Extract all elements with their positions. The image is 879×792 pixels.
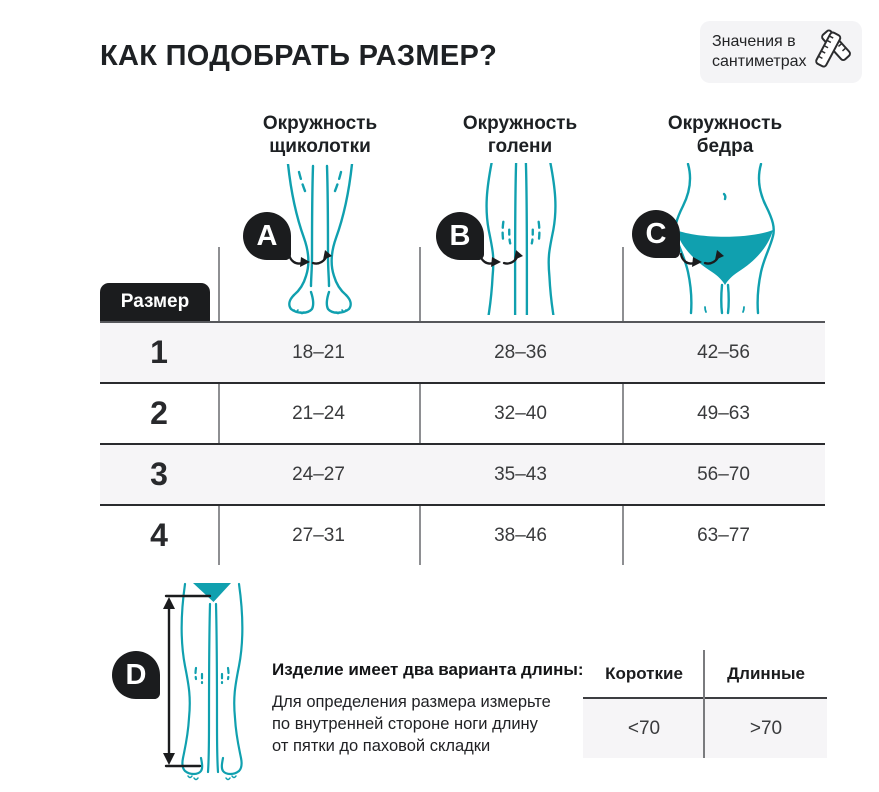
header-calf-circumference: Окружность голени — [462, 113, 578, 157]
hip-range: 49–63 — [697, 402, 750, 424]
table-row — [100, 321, 825, 382]
ruler-icon — [808, 22, 854, 83]
size-table — [100, 321, 825, 565]
calf-range: 35–43 — [494, 463, 547, 485]
calf-range: 28–36 — [494, 341, 547, 363]
page-title: КАК ПОДОБРАТЬ РАЗМЕР? — [100, 40, 498, 72]
length-table-header — [583, 650, 827, 697]
short-label: Короткие — [605, 663, 683, 683]
measure-arrow-a-icon — [286, 247, 332, 274]
ankle-range: 21–24 — [292, 402, 345, 424]
units-badge-line2: сантиметрах — [712, 53, 807, 70]
marker-a: A — [243, 212, 291, 260]
long-value: >70 — [749, 717, 783, 739]
header-hip-circumference: Окружность бедра — [667, 113, 783, 157]
length-table — [583, 650, 827, 758]
long-label: Длинные — [727, 663, 805, 683]
size-value: 2 — [150, 395, 168, 431]
calves-illustration — [475, 163, 567, 320]
marker-b: B — [436, 212, 484, 260]
length-description-line: Для определения размера измерьте — [272, 693, 551, 711]
units-badge-line1: Значения в — [712, 33, 796, 50]
marker-c: C — [632, 210, 680, 258]
calf-range: 32–40 — [494, 402, 547, 424]
short-value: <70 — [627, 717, 661, 739]
marker-d: D — [112, 651, 160, 699]
table-row — [100, 443, 825, 504]
size-value: 3 — [150, 456, 168, 492]
hip-range: 63–77 — [697, 524, 750, 546]
size-value: 1 — [150, 334, 168, 370]
length-table-values — [583, 699, 827, 758]
units-badge — [700, 21, 862, 83]
length-heading: Изделие имеет два варианта длины: — [272, 660, 584, 679]
table-row — [100, 382, 825, 443]
length-arrow-icon — [158, 592, 214, 779]
calf-range: 38–46 — [494, 524, 547, 546]
header-ankle-circumference: Окружность щиколотки — [262, 113, 378, 157]
hip-range: 42–56 — [697, 341, 750, 363]
units-badge-text — [712, 32, 807, 72]
length-description-line: по внутренней стороне ноги длину — [272, 715, 538, 733]
length-description-line: от пятки до паховой складки — [272, 737, 491, 755]
ankle-range: 27–31 — [292, 524, 345, 546]
hip-range: 56–70 — [697, 463, 750, 485]
ankle-range: 18–21 — [292, 341, 345, 363]
length-table-vline — [703, 650, 705, 758]
measure-arrow-b-icon — [477, 247, 523, 274]
size-column-header: Размер — [100, 283, 210, 321]
measure-arrow-c-icon — [672, 247, 730, 274]
ankle-range: 24–27 — [292, 463, 345, 485]
size-value: 4 — [150, 517, 168, 553]
hips-illustration — [667, 163, 782, 320]
table-row — [100, 504, 825, 565]
